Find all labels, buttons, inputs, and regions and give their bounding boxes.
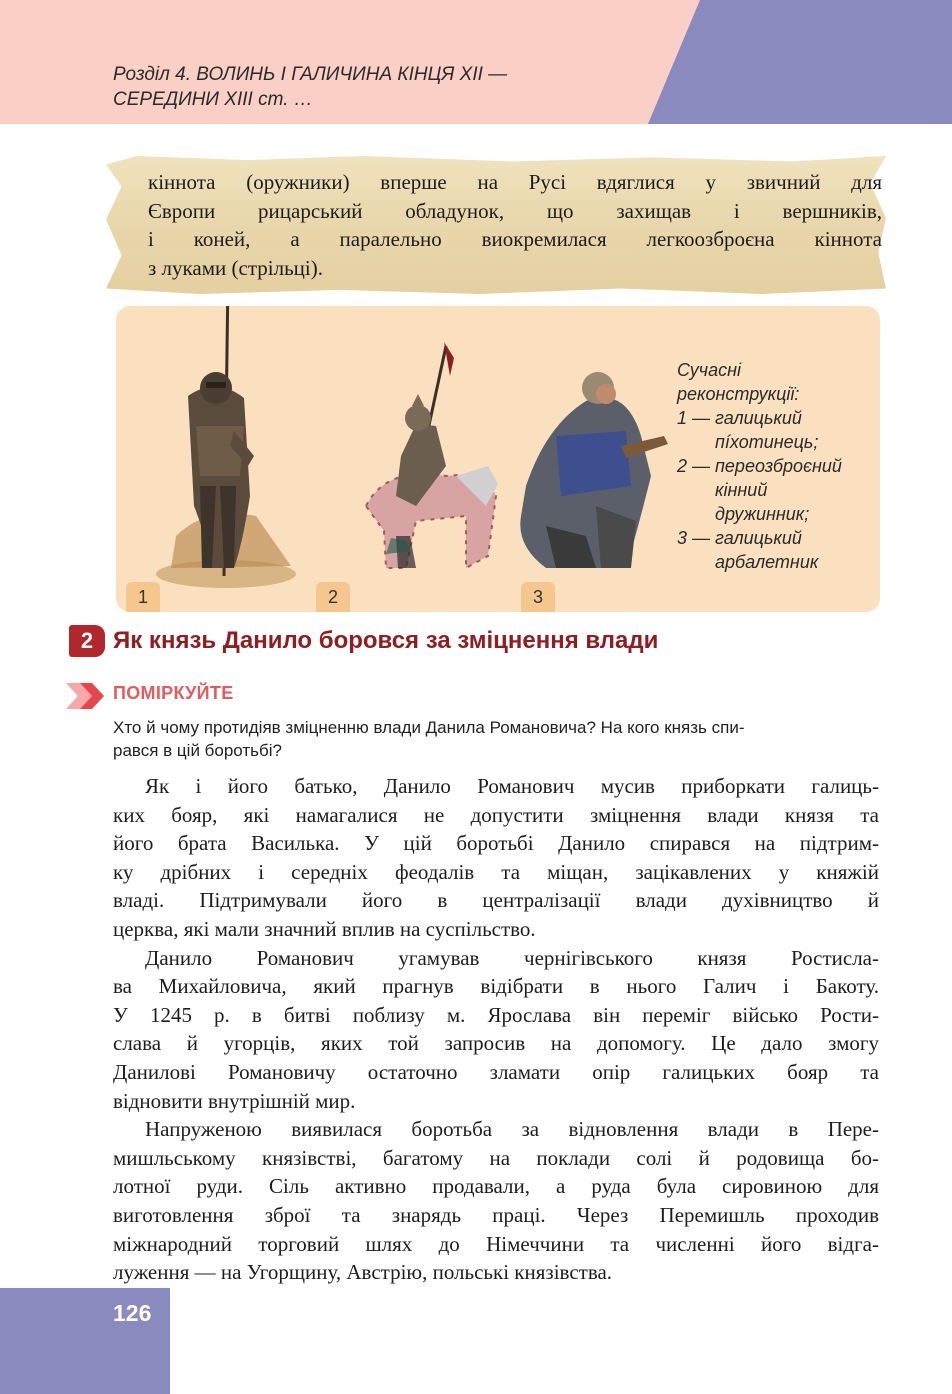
chapter-title-line: СЕРЕДИНИ XIII ст. … [113, 89, 313, 110]
page-header [0, 0, 952, 124]
caption-line: реконструкції: [677, 384, 800, 404]
question-line: рався в цій боротьбі? [113, 741, 283, 760]
caption-line: арбалетник [715, 552, 819, 572]
chevron-arrow-icon [66, 683, 106, 709]
parchment-line: кіннота (оружники) вперше на Русі вдяглися у звичний для [148, 170, 882, 194]
body-line: виготовлення зброї та знарядь праці. Через Перемишль проходив [113, 1202, 879, 1227]
body-line: луження — на Угорщину, Австрію, польські князівства. [113, 1260, 613, 1285]
caption-line: 3 — галицький [677, 528, 802, 548]
body-line: ва Михайловича, який прагнув відібрати в нього Галич і Бакоту. [113, 974, 879, 999]
body-line: владі. Підтримували його в централізації влади духівництво й [113, 888, 879, 913]
caption-line: дружинник; [715, 504, 810, 524]
caption-line: 1 — галицький [677, 408, 802, 428]
think-question [113, 716, 879, 762]
question-line: Хто й чому протидіяв зміцненню влади Данила Романовича? На кого князь спи- [113, 718, 745, 737]
body-line: ку дрібних і середніх феодалів та міщан, зацікавлених у княжій [113, 859, 879, 884]
body-text [113, 772, 879, 1287]
body-line: слава й угорців, яких той запросив на допомогу. Це дало змогу [113, 1031, 879, 1056]
body-line: У 1245 р. в битві поблизу м. Ярослава він переміг військо Рости- [113, 1002, 879, 1027]
cavalry-warrior-illustration [366, 342, 498, 568]
body-line: Напруженою виявилася боротьба за відновлення влади в Пере- [145, 1117, 879, 1142]
crossbowman-illustration [520, 372, 668, 568]
infantryman-illustration [156, 306, 296, 588]
body-line: лотної руди. Сіль активно продавали, а руда була сировиною для [113, 1174, 879, 1199]
body-line: Данило Романович угамував чернігівського князя Ростисла- [145, 945, 879, 970]
chapter-title-line: Розділ 4. ВОЛИНЬ І ГАЛИЧИНА КІНЦЯ XII — [113, 64, 508, 85]
caption-line: кінний [715, 480, 768, 500]
section-number-badge: 2 [69, 625, 105, 657]
parchment-line: з луками (стрільці). [148, 255, 323, 280]
body-line: мишльському князівстві, багатому на поклади солі й родовища бо- [113, 1145, 879, 1170]
page-number: 126 [113, 1300, 152, 1326]
body-line: його брата Василька. У цій боротьбі Данило спирався на підтрим- [113, 831, 879, 856]
chapter-title [113, 62, 507, 112]
figure-number-3: 3 [521, 582, 555, 612]
section-title: Як князь Данило боровся за зміцнення влади [113, 627, 659, 654]
body-line: ких бояр, які намагалися не допустити зміцнення влади князя та [113, 802, 879, 827]
figure-caption [677, 358, 877, 574]
think-label: ПОМІРКУЙТЕ [113, 683, 234, 703]
body-line: відновити внутрішній мир. [113, 1088, 356, 1113]
body-line: Данилові Романовичу остаточно зламати опір галицьких бояр та [113, 1059, 879, 1084]
body-line: Як і його батько, Данило Романович мусив приборкати галиць- [145, 774, 879, 798]
caption-line: пíхотинець; [715, 432, 819, 452]
body-line: церква, які мали значний вплив на суспільство. [113, 916, 536, 941]
body-line: міжнародний торговий шлях до Німеччини та численні його відга- [113, 1231, 879, 1256]
caption-line: Сучасні [677, 360, 742, 380]
caption-line: 2 — переозброєний [677, 456, 842, 476]
parchment-line: і коней, а паралельно виокремилася легкоозброєна кіннота [148, 227, 882, 251]
parchment-text [148, 168, 882, 282]
figure-number-2: 2 [316, 582, 350, 612]
parchment-line: Європи рицарський обладунок, що захищав і вершників, [148, 198, 882, 223]
figure-number-1: 1 [126, 582, 160, 612]
